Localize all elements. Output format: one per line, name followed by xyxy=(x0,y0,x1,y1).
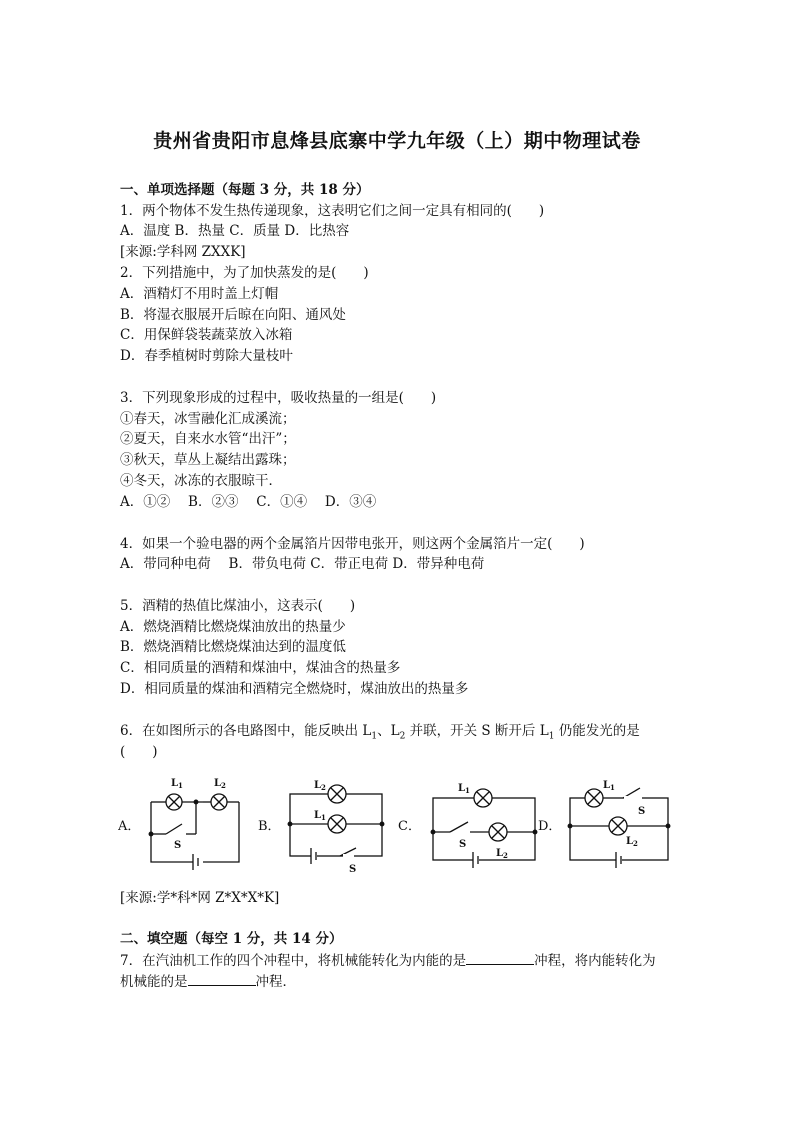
circuit-a xyxy=(118,794,239,870)
q4-stem: 4．如果一个验电器的两个金属箔片因带电张开，则这两个金属箔片一定( ) xyxy=(120,536,585,552)
circuit-a-s-text: S xyxy=(174,840,182,851)
q6-stem: 6．在如图所示的各电路图中，能反映出 $L_1$、$L_2$ 并联，开关 S 断开后 $L_1$ 仍能发光的是 xyxy=(120,723,640,742)
q1-source: [来源:学科网 ZXXK] xyxy=(120,244,246,260)
circuit-b-s-text: S xyxy=(349,864,357,875)
circuit-c xyxy=(398,789,537,868)
q5-stem: 5．酒精的热值比煤油小，这表示( ) xyxy=(120,598,356,614)
page-title: 贵州省贵阳市息烽县底寨中学九年级（上）期中物理试卷 xyxy=(153,130,641,152)
q3-item-3: ③秋天，草丛上凝结出露珠； xyxy=(120,452,296,468)
q6-source: [来源:学*科*网 Z*X*X*K] xyxy=(120,890,280,906)
q3-item-1: ①春天，冰雪融化汇成溪流； xyxy=(120,411,296,427)
q2-option-c: C．用保鲜袋装蔬菜放入冰箱 xyxy=(120,327,293,343)
circuit-c-l2-text: $L_2$ xyxy=(496,848,508,860)
circuit-d-label: D． xyxy=(538,819,562,834)
q2-option-d: D．春季植树时剪除大量枝叶 xyxy=(120,348,293,364)
circuit-c-l1-text: $L_1$ xyxy=(458,783,470,795)
section-2-heading: 二、填空题（每空 1 分，共 14 分） xyxy=(120,931,343,947)
q5-option-b: B．燃烧酒精比燃烧煤油达到的温度低 xyxy=(120,639,346,655)
q4-options: A．带同种电荷 B．带负电荷 C．带正电荷 D．带异种电荷 xyxy=(120,556,485,572)
q2-stem: 2．下列措施中，为了加快蒸发的是( ) xyxy=(120,265,369,281)
q3-item-4: ④冬天，冰冻的衣服晾干． xyxy=(120,473,282,489)
circuit-c-s-text: S xyxy=(459,839,467,850)
circuit-b xyxy=(258,785,384,864)
q5-option-c: C．相同质量的酒精和煤油中，煤油含的热量多 xyxy=(120,660,401,676)
q5-option-a: A．燃烧酒精比燃烧煤油放出的热量少 xyxy=(120,619,346,635)
q7-line2: 机械能的是 冲程． xyxy=(120,974,296,990)
circuit-d xyxy=(538,788,670,868)
circuit-a-l2-text: $L_2$ xyxy=(214,778,226,790)
q7-blank-1[interactable] xyxy=(466,951,534,965)
circuit-c-label: C． xyxy=(398,819,421,834)
q6-stem-line2: ( ) xyxy=(120,744,158,760)
q3-item-2: ②夏天，自来水水管“出汗”； xyxy=(120,431,296,447)
q1-options: A．温度 B．热量 C．质量 D．比热容 xyxy=(120,223,350,239)
circuit-d-s-text: S xyxy=(638,806,646,817)
q5-option-d: D．相同质量的煤油和酒精完全燃烧时，煤油放出的热量多 xyxy=(120,681,469,697)
circuit-b-l2-text: $L_2$ xyxy=(314,780,326,792)
circuit-d-l2-text: $L_2$ xyxy=(626,836,638,848)
circuit-a-label: A． xyxy=(118,819,141,834)
circuit-b-label: B． xyxy=(258,819,281,834)
q1-stem: 1．两个物体不发生热传递现象，这表明它们之间一定具有相同的( ) xyxy=(120,203,545,219)
circuit-b-l1-text: $L_1$ xyxy=(314,810,326,822)
q7-line1: 7．在汽油机工作的四个冲程中，将机械能转化为内能的是 冲程，将内能转化为 xyxy=(120,953,656,969)
q7-blank-2[interactable] xyxy=(188,972,256,986)
circuit-a-l1-text: $L_1$ xyxy=(171,778,183,790)
q3-options: A．①② B．②③ C．①④ D．③④ xyxy=(120,494,377,510)
q2-option-a: A．酒精灯不用时盖上灯帽 xyxy=(120,286,279,302)
q2-option-b: B．将湿衣服展开后晾在向阳、通风处 xyxy=(120,307,346,323)
circuit-d-l1-text: $L_1$ xyxy=(603,780,615,792)
q3-stem: 3．下列现象形成的过程中，吸收热量的一组是( ) xyxy=(120,390,437,406)
section-1-heading: 一、单项选择题（每题 3 分，共 18 分） xyxy=(120,182,370,198)
q6-circuit-diagrams xyxy=(118,772,678,882)
